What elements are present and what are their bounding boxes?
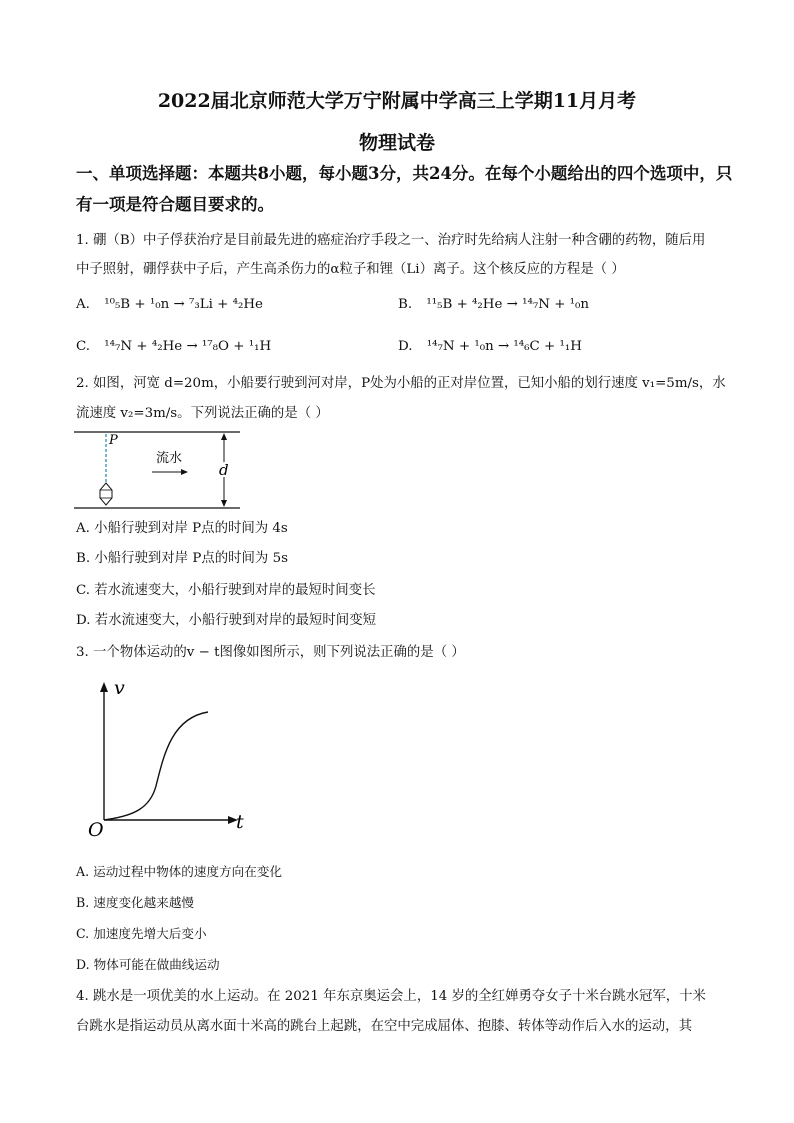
- q2-option-a: A. 小船行驶到对岸 P点的时间为 4s: [76, 521, 288, 536]
- q1-option-d-label: D.: [398, 339, 413, 354]
- q1-stem-line2: 中子照射，硼俘获中子后，产生高杀伤力的α粒子和锂（Li）离子。这个核反应的方程是（ ）: [76, 262, 625, 277]
- width-d-label: d: [219, 461, 229, 479]
- q1-option-b-text: ¹¹₅B + ⁴₂He → ¹⁴₇N + ¹₀n: [426, 297, 590, 312]
- q3-option-a: A. 运动过程中物体的速度方向在变化: [76, 864, 283, 879]
- velocity-curve: [104, 712, 208, 820]
- section-heading-line2: 有一项是符合题目要求的。: [76, 195, 274, 214]
- q1-option-c: [76, 338, 271, 356]
- q3-option-c: C. 加速度先增大后变小: [76, 926, 207, 941]
- q1-option-d: [398, 338, 582, 356]
- q2-option-d: D. 若水流速变大，小船行驶到对岸的最短时间变短: [76, 613, 376, 628]
- q2-option-b: B. 小船行驶到对岸 P点的时间为 5s: [76, 551, 288, 566]
- page-subtitle: 物理试卷: [358, 132, 435, 154]
- q1-option-b: [398, 296, 589, 314]
- q3-option-b: B. 速度变化越来越慢: [76, 895, 195, 910]
- section-heading-line1: 一、单项选择题：本题共8小题，每小题3分，共24分。在每个小题给出的四个选项中，只: [76, 164, 733, 183]
- origin-label: O: [88, 819, 104, 841]
- page-title: 2022届北京师范大学万宁附属中学高三上学期11月月考: [157, 90, 637, 112]
- q4-stem-line2: 台跳水是指运动员从离水面十米高的跳台上起跳，在空中完成屈体、抱膝、转体等动作后入水的运动，其: [76, 1019, 692, 1034]
- v-axis-label: v: [114, 677, 125, 699]
- q1-option-c-label: C.: [76, 339, 91, 354]
- q1-option-c-text: ¹⁴₇N + ⁴₂He → ¹⁷₈O + ¹₁H: [104, 339, 272, 354]
- q1-option-a: [76, 296, 263, 314]
- boat-icon: [100, 483, 112, 505]
- q3-option-d: D. 物体可能在做曲线运动: [76, 957, 220, 972]
- q2-stem-line2: 流速度 v₂=3m/s。下列说法正确的是（ ）: [76, 406, 329, 421]
- q1-option-b-label: B.: [398, 297, 413, 312]
- t-axis-label: t: [236, 811, 244, 833]
- q1-stem-line1: 1. 硼（B）中子俘获治疗是目前最先进的癌症治疗手段之一、治疗时先给病人注射一种含硼的药物，随后用: [76, 233, 706, 248]
- point-p-label: P: [109, 433, 118, 448]
- q2-option-c: C. 若水流速变大，小船行驶到对岸的最短时间变长: [76, 583, 376, 598]
- q3-stem-line1: 3. 一个物体运动的v − t图像如图所示，则下列说法正确的是（ ）: [76, 645, 465, 660]
- q1-option-a-label: A.: [76, 297, 90, 312]
- river-diagram: [72, 428, 244, 514]
- q2-stem-line1: 2. 如图，河宽 d=20m，小船要行驶到河对岸，P处为小船的正对岸位置，已知小船的划行速度 v₁=5m/s，水: [76, 376, 726, 391]
- flow-label: 流水: [156, 451, 183, 466]
- q1-option-d-text: ¹⁴₇N + ¹₀n → ¹⁴₆C + ¹₁H: [426, 339, 582, 354]
- vt-graph: [84, 676, 256, 844]
- q4-stem-line1: 4. 跳水是一项优美的水上运动。在 2021 年东京奥运会上，14 岁的全红婵勇夺女子十米台跳水冠军，十米: [76, 989, 706, 1004]
- q1-option-a-text: ¹⁰₅B + ¹₀n → ⁷₃Li + ⁴₂He: [104, 297, 263, 312]
